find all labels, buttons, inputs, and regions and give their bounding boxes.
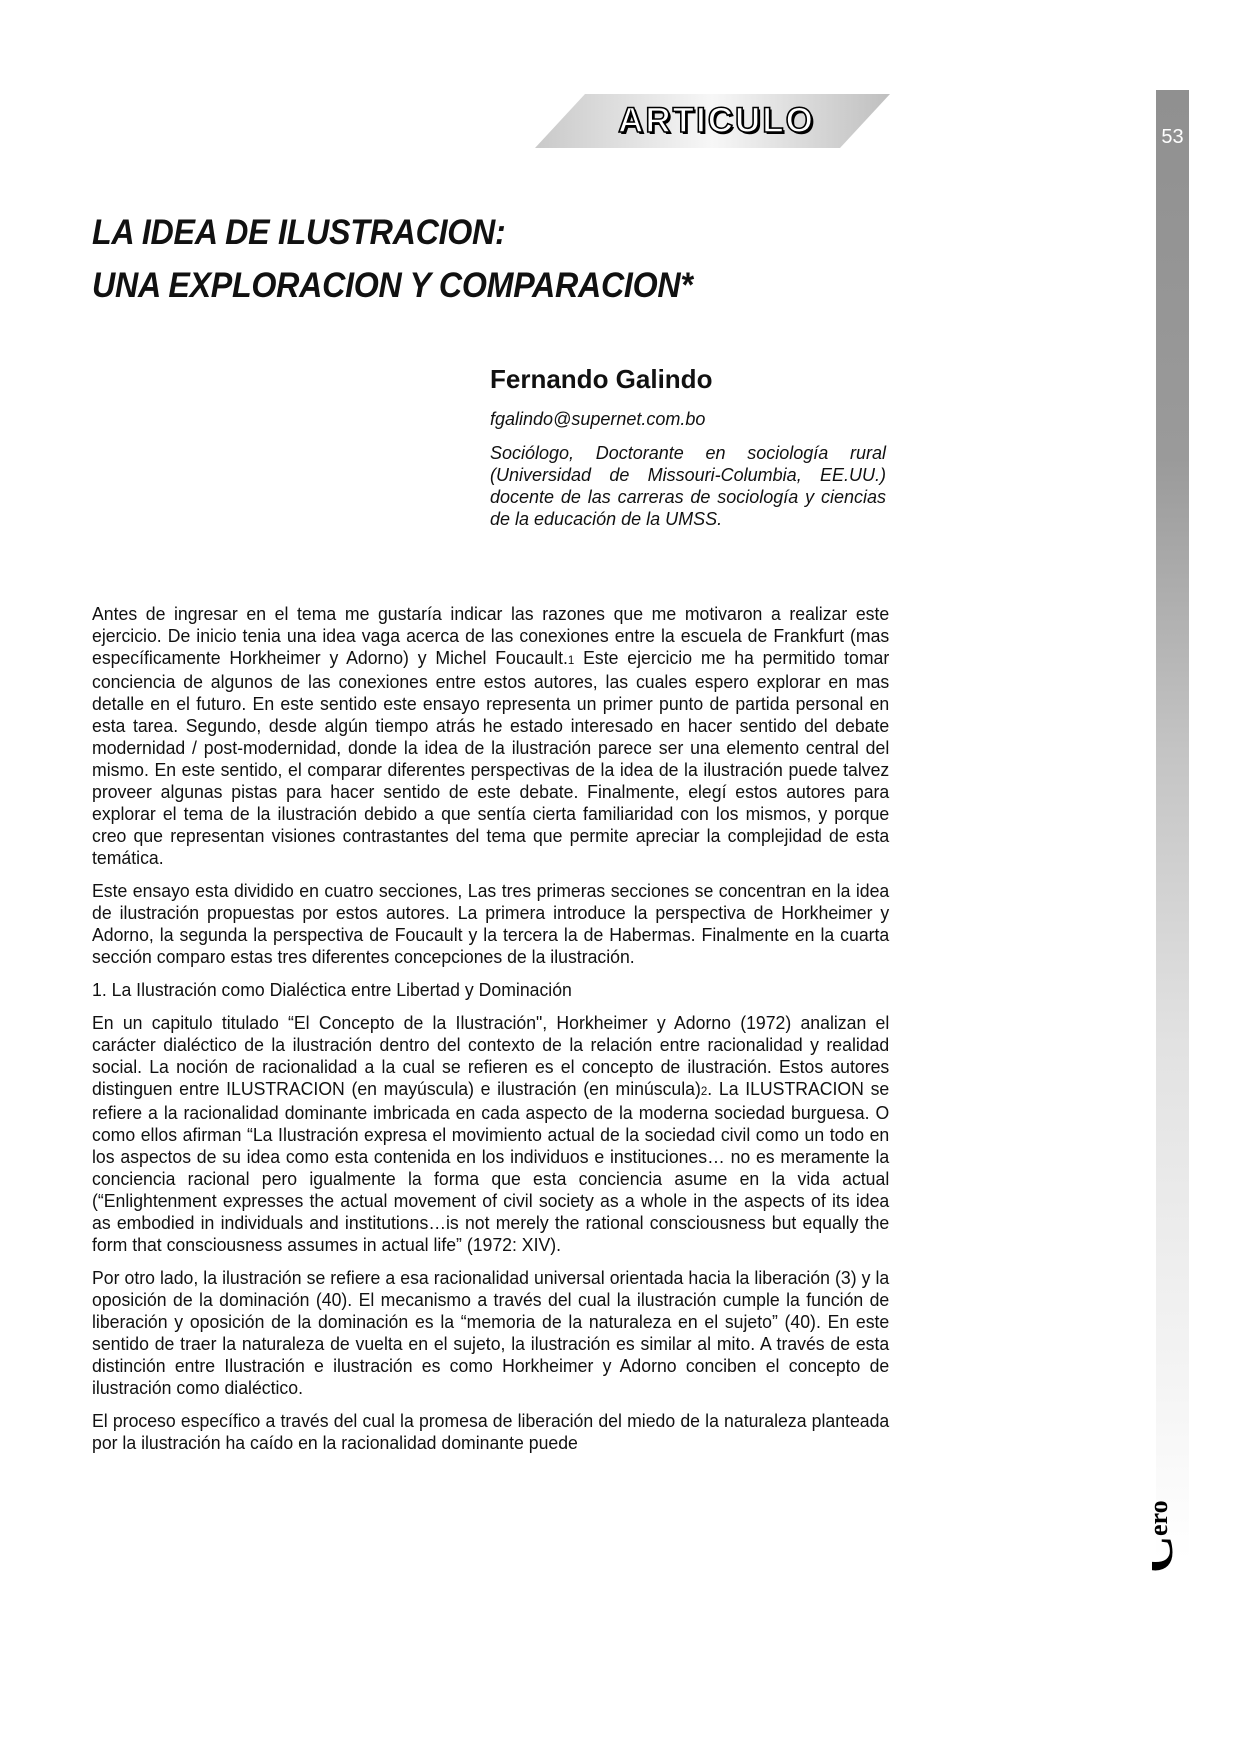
title-line-1: LA IDEA DE ILUSTRACION:	[92, 213, 506, 252]
paragraph-text: Este ejercicio me ha permitido tomar conciencia de algunos de las conexiones entre estos autores, las cuales espero explorar en mas detalle en el futuro. En este sentido este ensayo representa un primer punto de partida personal en esta tarea. Segundo, desde algún tiempo atrás he estado interesado en hacer sentido del debate modernidad / post-modernidad, donde la idea de la ilustración parece ser una elemento central del mismo. En este sentido, el comparar diferentes perspectivas de la idea de la ilustración puede talvez proveer algunas pistas para hacer sentido de este debate. Finalmente, elegí estos autores para explorar el tema de la ilustración debido a que sentía cierta familiaridad con los mismos, y porque creo que representan visiones contrastantes del tema que permite apreciar la complejidad de esta temática.	[92, 647, 890, 868]
page-number: 53	[1161, 126, 1184, 148]
punto-cero-logo	[1152, 1468, 1192, 1578]
author-email: fgalindo@supernet.com.bo	[490, 409, 706, 429]
section-banner	[535, 94, 890, 148]
author-bio: Sociólogo, Doctorante en sociología rural (Universidad de Missouri-Columbia, EE.UU.) docente de las carreras de sociología y ciencias de la educación de la UMSS.	[490, 443, 886, 529]
title-line-2: UNA EXPLORACION Y COMPARACION*	[92, 266, 693, 305]
paragraph-text: En un capitulo titulado “El Concepto de la Ilustración", Horkheimer y Adorno (1972) analizan el carácter dialéctico de la ilustración dentro del contexto de la relación entre racionalidad y realidad social. La noción de racionalidad a la cual se refieren es el concepto de ilustración. Estos autores distinguen entre ILUSTRACION (en mayúscula) e ilustración (en minúscula)	[92, 1012, 890, 1099]
paragraph: Por otro lado, la ilustración se refiere a esa racionalidad universal orientada hacia la liberación (3) y la oposición de la dominación (40). El mecanismo a través del cual la ilustración cumple la función de liberación y oposición de la dominación es la “memoria de la naturaleza en el sujeto” (40). En este sentido de traer la naturaleza de vuelta en el sujeto, la ilustración es similar al mito. A través de esta distinción entre Ilustración e ilustración es como Horkheimer y Adorno conciben el concepto de ilustración como dialéctico.	[92, 1267, 890, 1398]
paragraph-structure: Este ensayo esta dividido en cuatro secciones, Las tres primeras secciones se concentran en la idea de ilustración propuestas por estos autores. La primera introduce la perspectiva de Horkheimer y Adorno, la segunda la perspectiva de Foucault y la tercera la de Habermas. Finalmente en la cuarta sección comparo estas tres diferentes concepciones de la ilustración.	[92, 880, 890, 967]
article-title	[92, 206, 693, 312]
paragraph	[92, 1012, 889, 1256]
author-name: Fernando Galindo	[490, 364, 713, 394]
footnote-marker: 2	[700, 1084, 708, 1098]
logo-rest: ero	[1152, 1500, 1173, 1536]
logo-initial	[1152, 1535, 1184, 1573]
paragraph-text: Antes de ingresar en el tema me gustaría indicar las razones que me motivaron a realizar este ejercicio. De inicio tenia una idea vaga acerca de las conexiones entre la escuela de Frankfurt (mas específicamente Horkheimer y Adorno) y Michel Foucault.	[92, 603, 890, 668]
side-bar	[1156, 90, 1189, 1560]
paragraph: El proceso específico a través del cual la promesa de liberación del miedo de la naturaleza planteada por la ilustración ha caído en la racionalidad dominante puede	[92, 1410, 890, 1453]
author-block	[490, 364, 886, 530]
article-body	[92, 603, 889, 1465]
footnote-marker: 1	[567, 653, 575, 667]
section-label: ARTICULO	[618, 101, 815, 140]
section-heading: 1. La Ilustración como Dialéctica entre Libertad y Dominación	[92, 979, 572, 1000]
paragraph-text: . La ILUSTRACION se refiere a la racionalidad dominante imbricada en cada aspecto de la moderna sociedad burguesa. O como ellos afirman “La Ilustración expresa el movimiento actual de la sociedad civil como un todo en los aspectos de su idea como esta contenida en los individuos e instituciones… no es meramente la conciencia racional pero igualmente la forma que esta conciencia asume en la vida actual (“Enlightenment expresses the actual movement of civil society as a whole in the aspects of its idea as embodied in individuals and institutions…is not merely the rational consciousness but equally the form that consciousness assumes in actual life” (1972: XIV).	[92, 1078, 890, 1255]
paragraph-intro	[92, 603, 889, 869]
